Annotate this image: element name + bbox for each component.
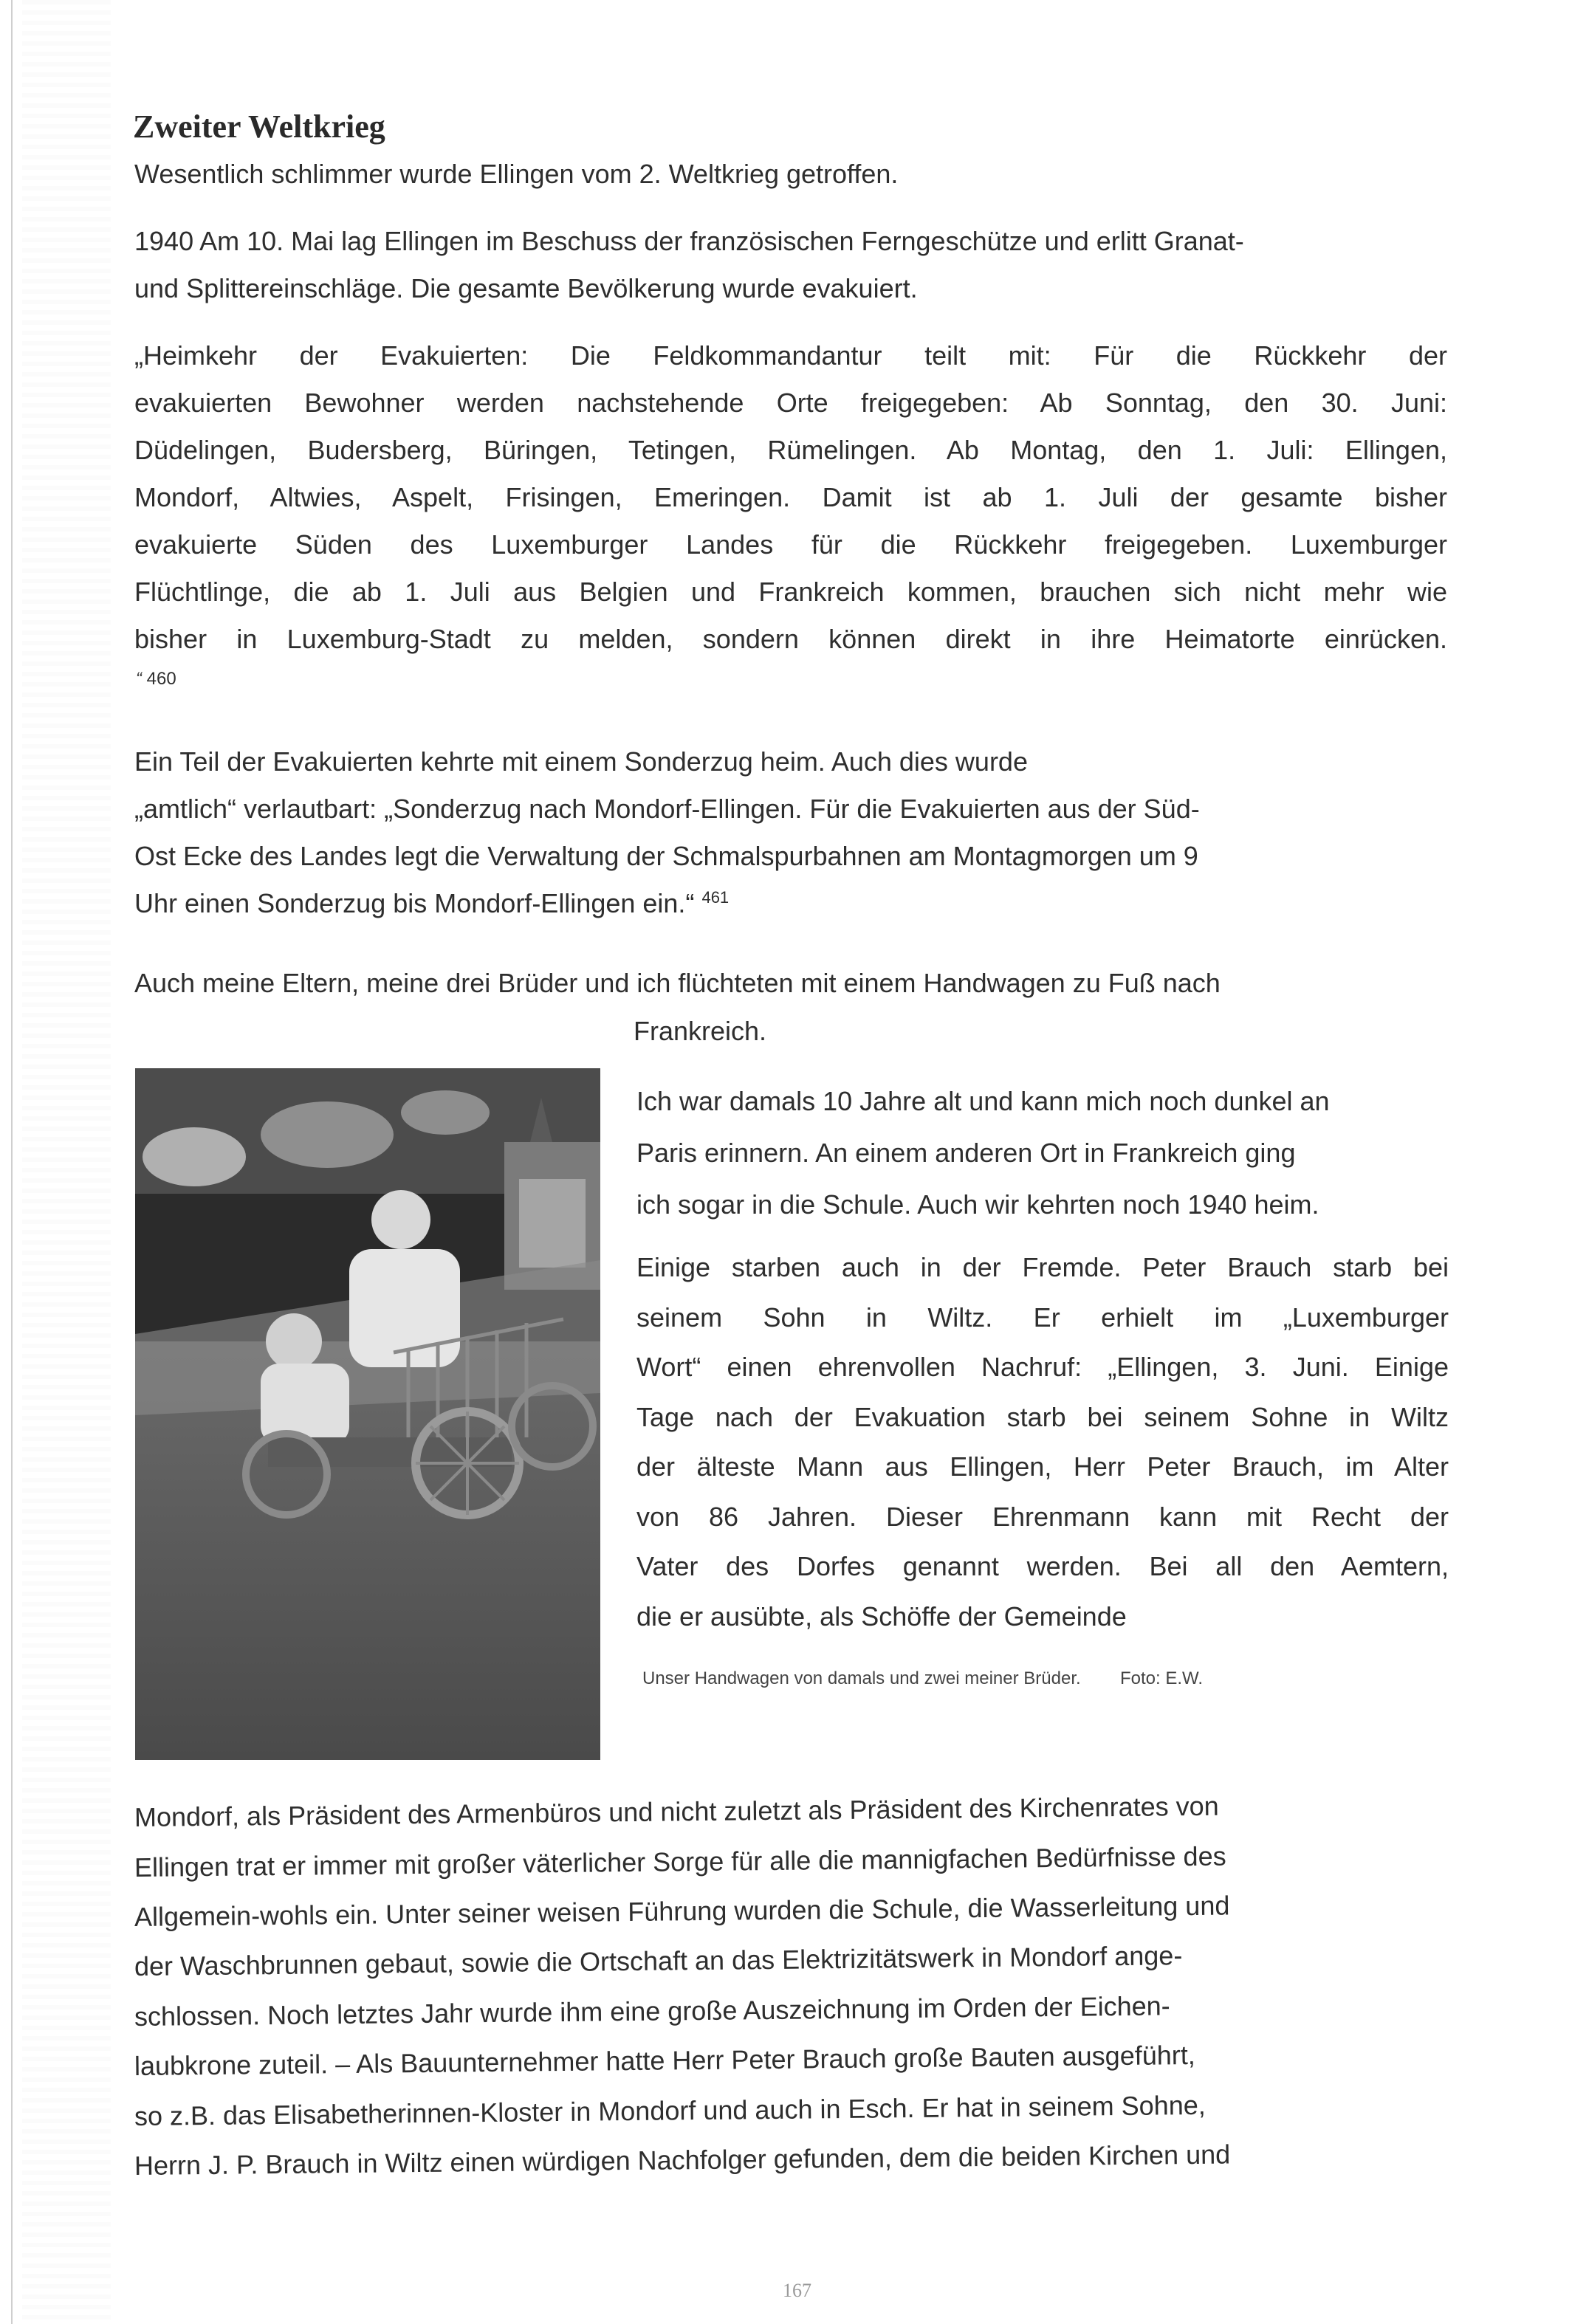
section-heading: Zweiter Weltkrieg bbox=[133, 109, 385, 145]
sonderzug-line-4 bbox=[134, 887, 729, 920]
brauch-line-1: Einige starben auch in der Fremde. Peter Brauch starb bei bbox=[636, 1252, 1449, 1282]
flucht-line-1: Auch meine Eltern, meine drei Brüder und ich flüchteten mit einem Handwagen zu Fuß nach bbox=[134, 968, 1221, 998]
scan-margin-noise bbox=[22, 0, 111, 2324]
footnote-number-461: 461 bbox=[701, 888, 730, 907]
closing-quote-mark: “ bbox=[136, 669, 142, 689]
bottom-line-7: so z.B. das Elisabetherinnen-Kloster in Mondorf und auch in Esch. Er hat in seinem Sohne, bbox=[134, 2089, 1206, 2131]
quote-line-2: evakuierten Bewohner werden nachstehende Orte freigegeben: Ab Sonntag, den 30. Juni: bbox=[134, 388, 1447, 418]
brauch-line-3: Wort“ einen ehrenvollen Nachruf: „Ellingen, 3. Juni. Einige bbox=[636, 1352, 1449, 1382]
quote-line-7: bisher in Luxemburg-Stadt zu melden, sondern können direkt in ihre Heimatorte einrücken. bbox=[134, 624, 1447, 654]
brauch-line-5: der älteste Mann aus Ellingen, Herr Peter Brauch, im Alter bbox=[636, 1451, 1449, 1482]
footnote-number-460: 460 bbox=[146, 669, 176, 689]
para-1940-line-1: 1940 Am 10. Mai lag Ellingen im Beschuss der französischen Ferngeschütze und erlitt Granat- bbox=[134, 226, 1244, 256]
quote-line-1: „Heimkehr der Evakuierten: Die Feldkommandantur teilt mit: Für die Rückkehr der bbox=[134, 340, 1447, 371]
sonderzug-line-3: Ost Ecke des Landes legt die Verwaltung der Schmalspurbahnen am Montagmorgen um 9 bbox=[134, 841, 1198, 871]
scan-edge-line bbox=[11, 0, 13, 2324]
paris-line-3: ich sogar in die Schule. Auch wir kehrten noch 1940 heim. bbox=[636, 1189, 1319, 1220]
photo-caption bbox=[642, 1668, 1203, 1689]
footnote-460 bbox=[136, 663, 176, 695]
intro-line: Wesentlich schlimmer wurde Ellingen vom 2. Weltkrieg getroffen. bbox=[134, 159, 899, 189]
brauch-line-7: Vater des Dorfes genannt werden. Bei all den Aemtern, bbox=[636, 1551, 1449, 1581]
brauch-line-6: von 86 Jahren. Dieser Ehrenmann kann mit Recht der bbox=[636, 1502, 1449, 1532]
paris-line-2: Paris erinnern. An einem anderen Ort in Frankreich ging bbox=[636, 1138, 1296, 1168]
bottom-line-5: schlossen. Noch letztes Jahr wurde ihm eine große Auszeichnung im Orden der Eichen- bbox=[134, 1990, 1170, 2032]
brauch-line-2: seinem Sohn in Wiltz. Er erhielt im „Luxemburger bbox=[636, 1302, 1449, 1333]
sonderzug-line-2: „amtlich“ verlautbart: „Sonderzug nach Mondorf-Ellingen. Für die Evakuierten aus der Süd- bbox=[134, 794, 1200, 824]
bottom-line-2: Ellingen trat er immer mit großer väterlicher Sorge für alle die mannigfachen Bedürfnisse des bbox=[134, 1840, 1226, 1883]
bottom-line-6: laubkrone zuteil. – Als Bauunternehmer hatte Herr Peter Brauch große Bauten ausgeführt, bbox=[134, 2039, 1195, 2081]
paris-line-1: Ich war damals 10 Jahre alt und kann mich noch dunkel an bbox=[636, 1086, 1330, 1116]
quote-line-3: Düdelingen, Budersberg, Büringen, Tetingen, Rümelingen. Ab Montag, den 1. Juli: Ellingen, bbox=[134, 435, 1447, 465]
bottom-line-4: der Waschbrunnen gebaut, sowie die Ortschaft an das Elektrizitätswerk in Mondorf ange- bbox=[134, 1940, 1183, 1981]
bottom-line-1: Mondorf, als Präsident des Armenbüros und nicht zuletzt als Präsident des Kirchenrates von bbox=[134, 1790, 1219, 1832]
sonderzug-line-4-text: Uhr einen Sonderzug bis Mondorf-Ellingen ein.“ bbox=[134, 888, 695, 918]
page-number: 167 bbox=[783, 2280, 811, 2301]
flucht-line-2: Frankreich. bbox=[634, 1016, 767, 1046]
bottom-line-8: Herrn J. P. Brauch in Wiltz einen würdigen Nachfolger gefunden, dem die beiden Kirchen und bbox=[134, 2139, 1231, 2181]
photo-caption-text: Unser Handwagen von damals und zwei meiner Brüder. bbox=[642, 1668, 1081, 1688]
photo-credit: Foto: E.W. bbox=[1120, 1668, 1204, 1688]
photo-illustration bbox=[135, 1068, 600, 1760]
handwagen-photo bbox=[135, 1068, 600, 1760]
quote-line-6: Flüchtlinge, die ab 1. Juli aus Belgien und Frankreich kommen, brauchen sich nicht mehr wie bbox=[134, 577, 1447, 607]
brauch-line-4: Tage nach der Evakuation starb bei seinem Sohne in Wiltz bbox=[636, 1402, 1449, 1432]
bottom-line-3: Allgemein-wohls ein. Unter seiner weisen Führung wurden die Schule, die Wasserleitung und bbox=[134, 1890, 1230, 1932]
quote-line-4: Mondorf, Altwies, Aspelt, Frisingen, Emeringen. Damit ist ab 1. Juli der gesamte bisher bbox=[134, 482, 1447, 512]
quote-line-5: evakuierte Süden des Luxemburger Landes für die Rückkehr freigegeben. Luxemburger bbox=[134, 529, 1447, 560]
brauch-line-8: die er ausübte, als Schöffe der Gemeinde bbox=[636, 1601, 1127, 1632]
para-1940-line-2: und Splittereinschläge. Die gesamte Bevölkerung wurde evakuiert. bbox=[134, 273, 918, 303]
sonderzug-line-1: Ein Teil der Evakuierten kehrte mit einem Sonderzug heim. Auch dies wurde bbox=[134, 746, 1028, 777]
